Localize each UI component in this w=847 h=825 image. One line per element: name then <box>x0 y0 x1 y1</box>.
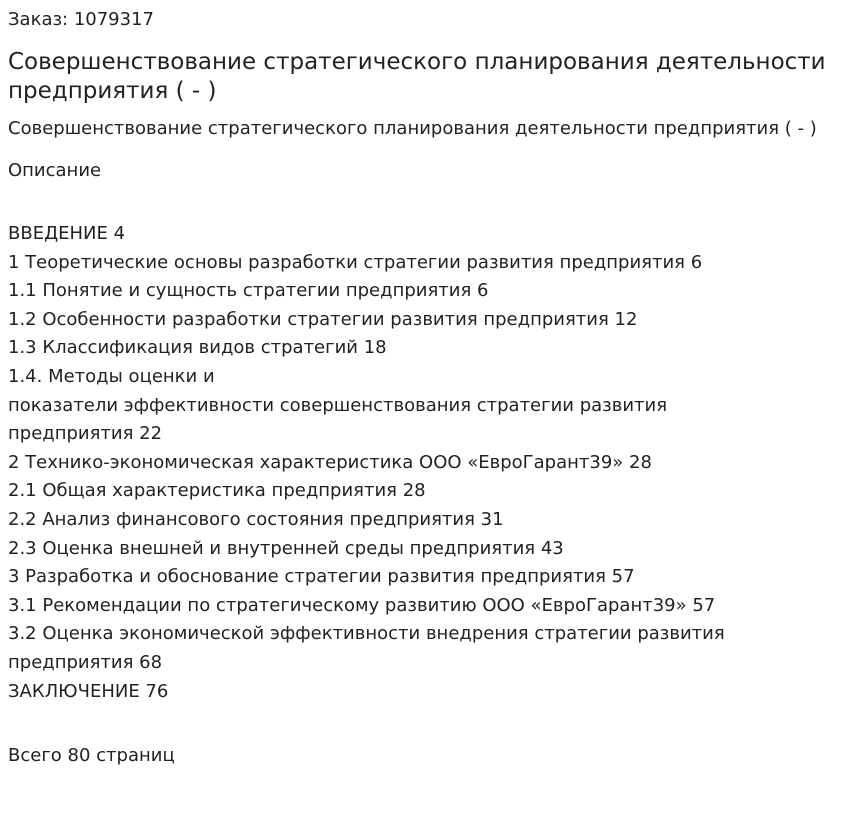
toc-item: показатели эффективности совершенствования стратегии развития предприятия 22 <box>8 394 668 445</box>
total-pages: Всего 80 страниц <box>8 745 175 767</box>
toc-item: 1.2 Особенности разработки стратегии развития предприятия 12 <box>8 308 638 330</box>
toc-item: 2.3 Оценка внешней и внутренней среды предприятия 43 <box>8 537 564 559</box>
order-number: Заказ: 1079317 <box>8 9 154 30</box>
document-subtitle: Совершенствование стратегического планирования деятельности предприятия ( - ) <box>8 118 817 139</box>
toc-item: 1.4. Методы оценки и <box>8 365 215 387</box>
toc-item: 2.2 Анализ финансового состояния предприятия 31 <box>8 508 504 530</box>
toc-item: ВВЕДЕНИЕ 4 <box>8 223 126 244</box>
toc-item: 1.1 Понятие и сущность стратегии предприятия 6 <box>8 280 489 302</box>
page-title: Совершенствование стратегического планирования деятельности предприятия ( - ) <box>8 49 826 104</box>
toc-item: 1 Теоретические основы разработки стратегии развития предприятия 6 <box>8 251 703 273</box>
table-of-contents <box>8 220 839 706</box>
toc-item: ЗАКЛЮЧЕНИЕ 76 <box>8 680 169 702</box>
toc-item: 3.2 Оценка экономической эффективности внедрения стратегии развития предприятия 68 <box>8 623 725 673</box>
toc-item: 3.1 Рекомендации по стратегическому развитию ООО «ЕвроГарант39» 57 <box>8 594 716 616</box>
toc-item: 2.1 Общая характеристика предприятия 28 <box>8 480 426 502</box>
toc-item: 1.3 Классификация видов стратегий 18 <box>8 337 387 359</box>
toc-item: 3 Разработка и обоснование стратегии развития предприятия 57 <box>8 566 635 588</box>
description-heading: Описание <box>8 160 102 181</box>
toc-item: 2 Технико-экономическая характеристика ООО «ЕвроГарант39» 28 <box>8 451 652 473</box>
